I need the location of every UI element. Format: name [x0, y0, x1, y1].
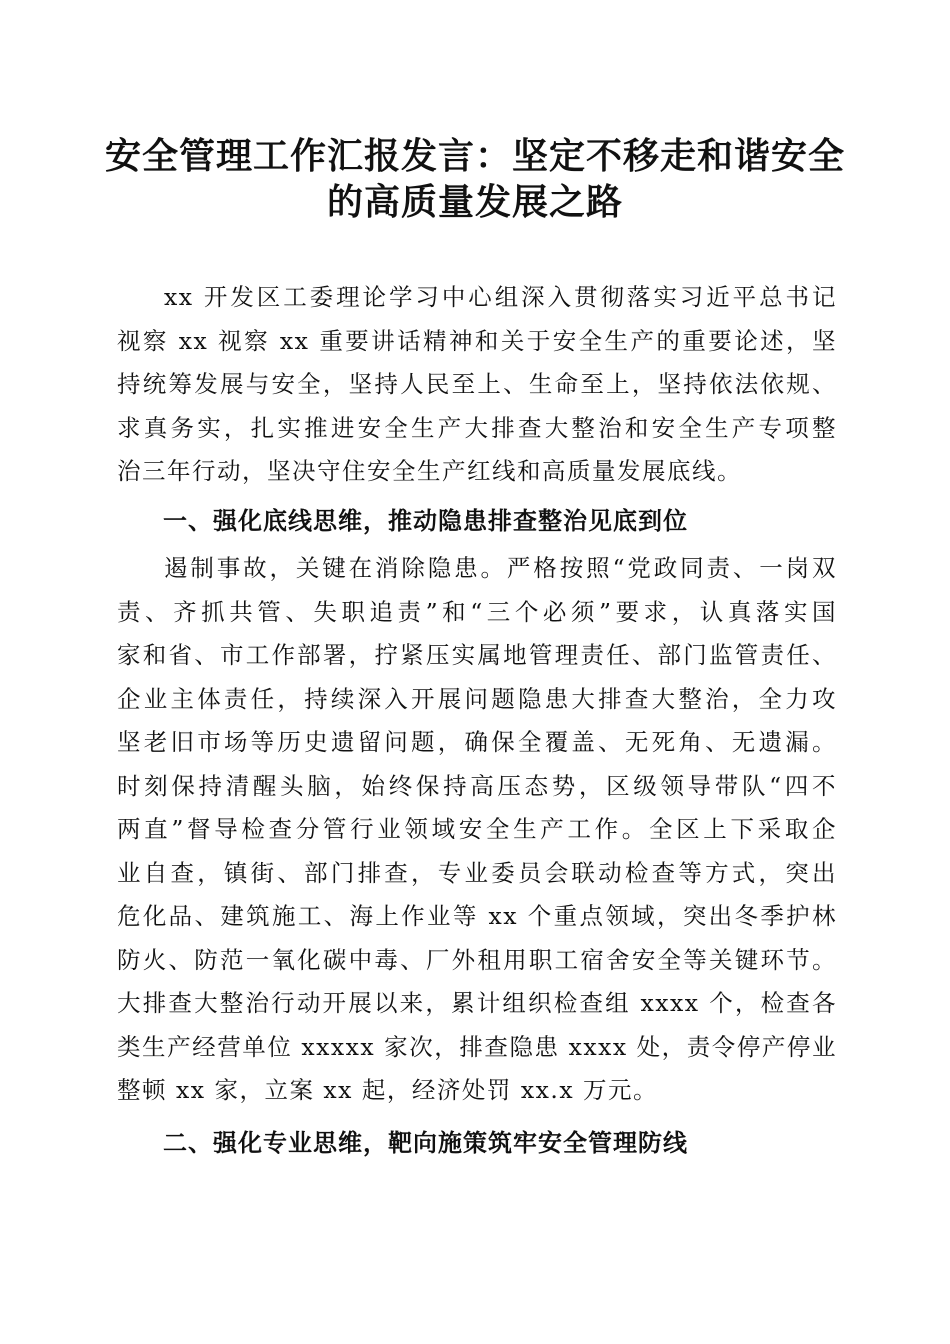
paragraph-line: 业自查，镇街、部门排查，专业委员会联动检查等方式，突出 [117, 858, 837, 887]
paragraph-line: 家和省、市工作部署，拧紧压实属地管理责任、部门监管责任、 [117, 641, 837, 669]
document-title [100, 133, 850, 225]
section-1-paragraph [117, 547, 837, 1113]
paragraph-line: 大排查大整治行动开展以来，累计组织检查组 xxxx 个，检查各 [117, 989, 837, 1017]
section-1-heading: 一、强化底线思维，推动隐患排查整治见底到位 [163, 506, 688, 535]
paragraph-line: 时刻保持清醒头脑，始终保持高压态势，区级领导带队“四不 [117, 771, 837, 800]
title-line-1: 安全管理工作汇报发言：坚定不移走和谐安全 [104, 135, 845, 177]
paragraph-line: 企业主体责任，持续深入开展问题隐患大排查大整治，全力攻 [117, 684, 837, 713]
paragraph-line: 治三年行动，坚决守住安全生产红线和高质量发展底线。 [117, 457, 742, 485]
paragraph-line: 类生产经营单位 xxxxx 家次，排查隐患 xxxx 处，责令停产停业 [117, 1032, 837, 1061]
paragraph-line: 坚老旧市场等历史遗留问题，确保全覆盖、无死角、无遗漏。 [117, 728, 837, 756]
paragraph-line: 两直”督导检查分管行业领域安全生产工作。全区上下采取企 [117, 815, 837, 843]
paragraph-line: 防火、防范一氧化碳中毒、厂外租用职工宿舍安全等关键环节。 [117, 945, 837, 974]
paragraph-line: 危化品、建筑施工、海上作业等 xx 个重点领域，突出冬季护林 [117, 902, 837, 930]
paragraph-line: 整顿 xx 家，立案 xx 起，经济处罚 xx.x 万元。 [117, 1076, 659, 1104]
paragraph-line: 求真务实，扎实推进安全生产大排查大整治和安全生产专项整 [117, 413, 837, 442]
title-line-2: 的高质量发展之路 [326, 181, 623, 223]
intro-paragraph [117, 276, 837, 494]
paragraph-line: 责、齐抓共管、失职追责”和“三个必须”要求，认真落实国 [117, 597, 837, 626]
paragraph-line: 遏制事故，关键在消除隐患。严格按照“党政同责、一岗双 [164, 554, 837, 582]
section-2-heading: 二、强化专业思维，靶向施策筑牢安全管理防线 [163, 1128, 688, 1157]
paragraph-line: 持统筹发展与安全，坚持人民至上、生命至上，坚持依法依规、 [117, 370, 837, 398]
paragraph-line: xx 开发区工委理论学习中心组深入贯彻落实习近平总书记 [164, 283, 837, 311]
paragraph-line: 视察 xx 视察 xx 重要讲话精神和关于安全生产的重要论述，坚 [117, 326, 837, 355]
